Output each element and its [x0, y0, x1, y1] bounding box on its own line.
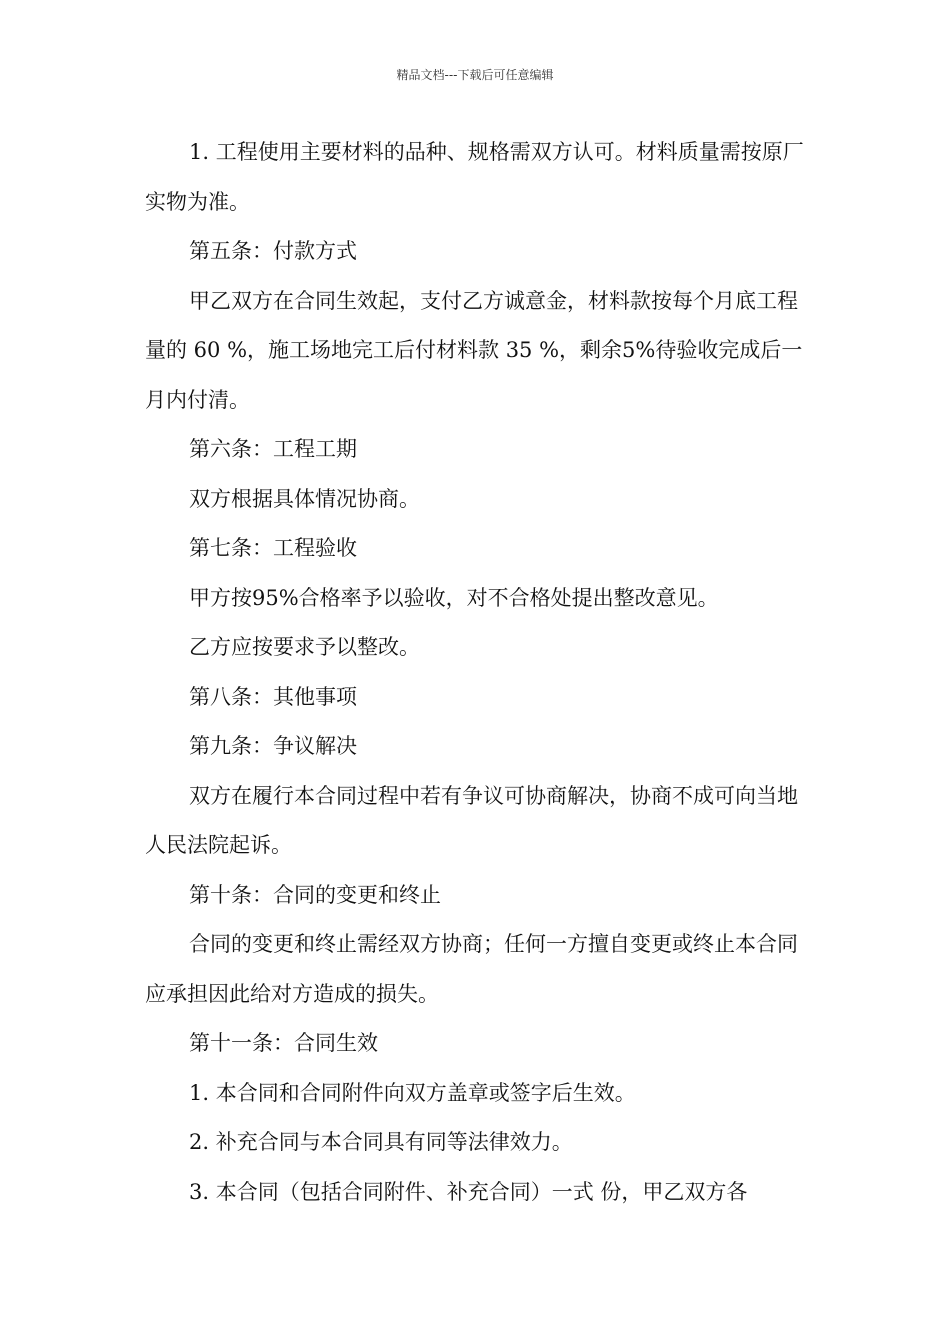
- article-9-heading: 第九条：争议解决: [189, 734, 357, 758]
- article-6-body: 双方根据具体情况协商。: [189, 486, 420, 511]
- page-header: 精品文档---下载后可任意编辑: [396, 68, 554, 82]
- article-11-heading: 第十一条：合同生效: [189, 1031, 378, 1055]
- article-7-body-2: 乙方应按要求予以整改。: [189, 635, 420, 659]
- article-6-heading: 第六条：工程工期: [189, 437, 357, 461]
- article-11-item-1: 1. 本合同和合同附件向双方盖章或签字后生效。: [189, 1080, 636, 1105]
- article-7-heading: 第七条：工程验收: [189, 536, 357, 560]
- clause-materials-quality: 1. 工程使用主要材料的品种、规格需双方认可。材料质量需按原厂实物为准。: [145, 140, 804, 214]
- article-5-heading: 第五条：付款方式: [189, 239, 357, 263]
- article-7-body-1: 甲方按95%合格率予以验收，对不合格处提出整改意见。: [189, 585, 719, 610]
- article-5-body: 甲乙双方在合同生效起，支付乙方诚意金，材料款按每个月底工程量的 60 %，施工场地完工后付材料款 35 %，剩余5%待验收完成后一月内付清。: [145, 288, 803, 412]
- article-11-item-3: 3. 本合同（包括合同附件、补充合同）一式 份，甲乙双方各: [189, 1179, 748, 1204]
- article-8-heading: 第八条：其他事项: [189, 684, 357, 709]
- article-11-item-2: 2. 补充合同与本合同具有同等法律效力。: [189, 1130, 573, 1154]
- article-10-body: 合同的变更和终止需经双方协商；任何一方擅自变更或终止本合同应承担因此给对方造成的损失。: [145, 932, 798, 1006]
- article-9-body: 双方在履行本合同过程中若有争议可协商解决，协商不成可向当地人民法院起诉。: [145, 783, 798, 857]
- article-10-heading: 第十条：合同的变更和终止: [189, 882, 441, 907]
- document-body: [145, 128, 807, 1217]
